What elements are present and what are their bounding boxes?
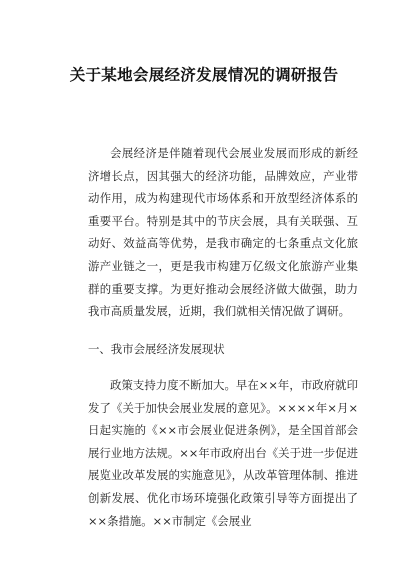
document-title: 关于某地会展经济发展情况的调研报告 <box>69 66 339 84</box>
section-heading-1: 一、我市会展经济发展现状 <box>88 342 225 356</box>
intro-paragraph: 会展经济是伴随着现代会展业发展而形成的新经济增长点，因其强大的经济功能，品牌效应，产业带动作用，成为构建现代市场体系和开放型经济体系的重要平台。特别是其中的节庆会展，具有关联强、互动好、效益高等优势，是我市确定的七条重点文化旅游产业链之一，更是我市构建万亿级文化旅游产业集群的重要支撑。为更好推动会展经济做大做强，助力我市高质量发展，近期，我们就相关情况做了调研。 <box>88 146 358 319</box>
section1-paragraph: 政策支持力度不断加大。早在××年，市政府就印发了《关于加快会展业发展的意见》。××××年×月×日起实施的《××市会展业促进条例》，是全国首部会展行业地方法规。××年市政府出台《关于进一步促进展览业改革发展的实施意见》，从改革管理体制、推进创新发展、优化市场环境强化政策引导等方面提出了××条措施。××市制定《会展业 <box>88 378 358 528</box>
intro-paragraph-block <box>88 142 358 323</box>
section1-paragraph-block <box>88 374 358 532</box>
